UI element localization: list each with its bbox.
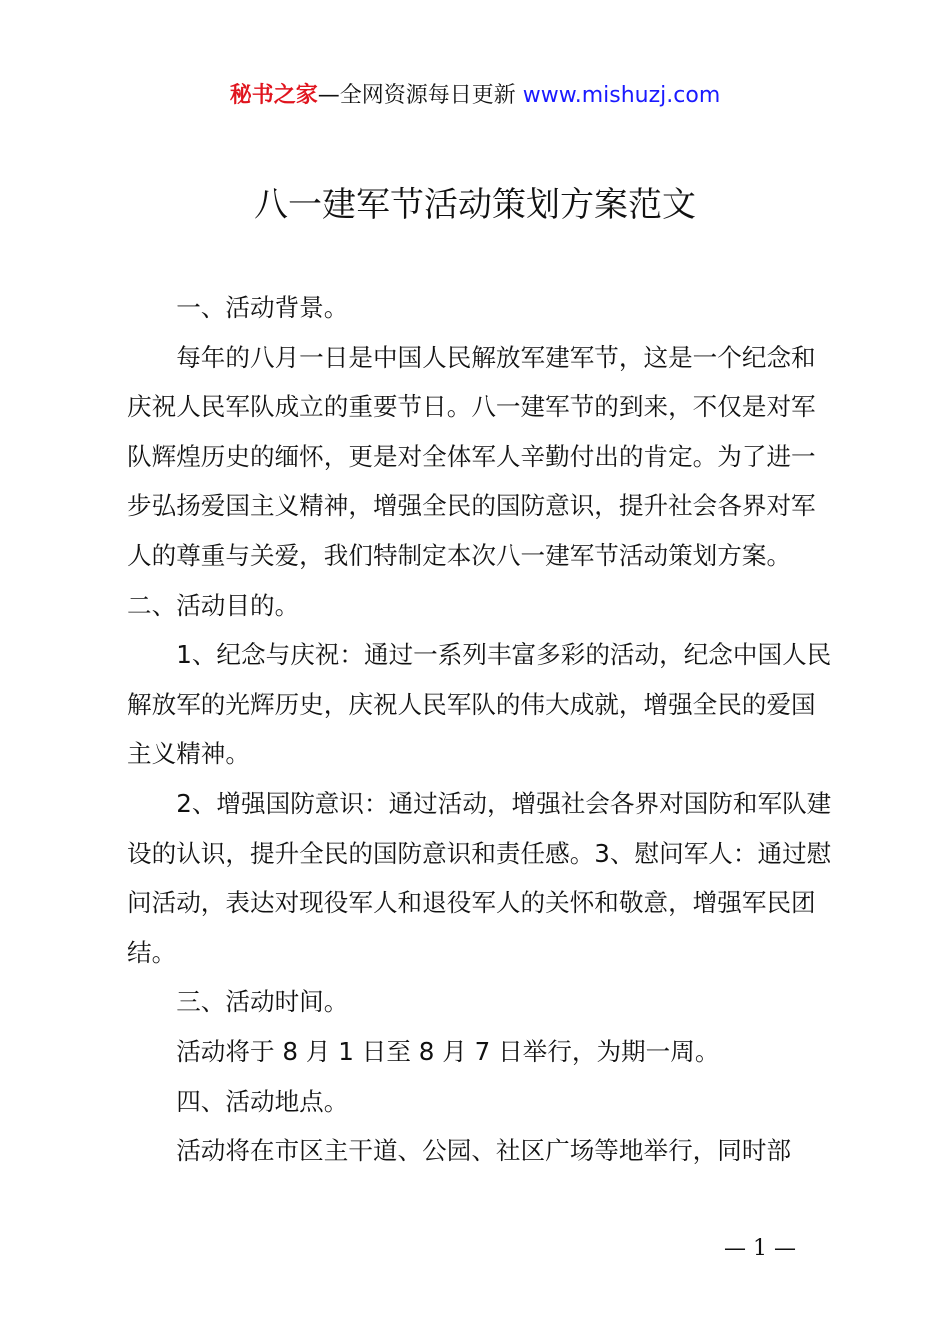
document-body [127,283,835,1176]
section-heading-background: 一、活动背景。 [176,293,349,322]
site-url[interactable]: www.mishuzj.com [515,83,721,108]
site-header [0,80,950,112]
paragraph-purpose-2: 2、增强国防意识：通过活动，增强社会各界对国防和军队建设的认识，提升全民的国防意识和责任感。3、慰问军人：通过慰问活动，表达对现役军人和退役军人的关怀和敬意，增强军民团结。 [127,788,832,967]
section-heading-time: 三、活动时间。 [176,987,349,1017]
paragraph-location: 活动将在市区主干道、公园、社区广场等地举行，同时部 [176,1136,792,1166]
paragraph-time: 活动将于 8 月 1 日至 8 月 7 日举行，为期一周。 [176,1036,720,1066]
site-brand: 秘书之家 [229,83,318,108]
paragraph-purpose-1: 1、纪念与庆祝：通过一系列丰富多彩的活动，纪念中国人民解放军的光辉历史，庆祝人民军队的伟大成就，增强全民的爱国主义精神。 [127,640,832,769]
paragraph-background: 每年的八月一日是中国人民解放军建军节，这是一个纪念和庆祝人民军队成立的重要节日。八一建军节的到来，不仅是对军队辉煌历史的缅怀，更是对全体军人辛勤付出的肯定。为了进一步弘扬爱国主义精神，增强全民的国防意识，提升社会各界对军人的尊重与关爱，我们特制定本次八一建军节活动策划方案。二、活动目的。 [127,342,816,620]
page-number: — 1 — [724,1236,796,1261]
site-slogan: —全网资源每日更新 [317,83,516,108]
document-title: 八一建军节活动策划方案范文 [254,185,696,225]
section-heading-location: 四、活动地点。 [176,1086,349,1116]
